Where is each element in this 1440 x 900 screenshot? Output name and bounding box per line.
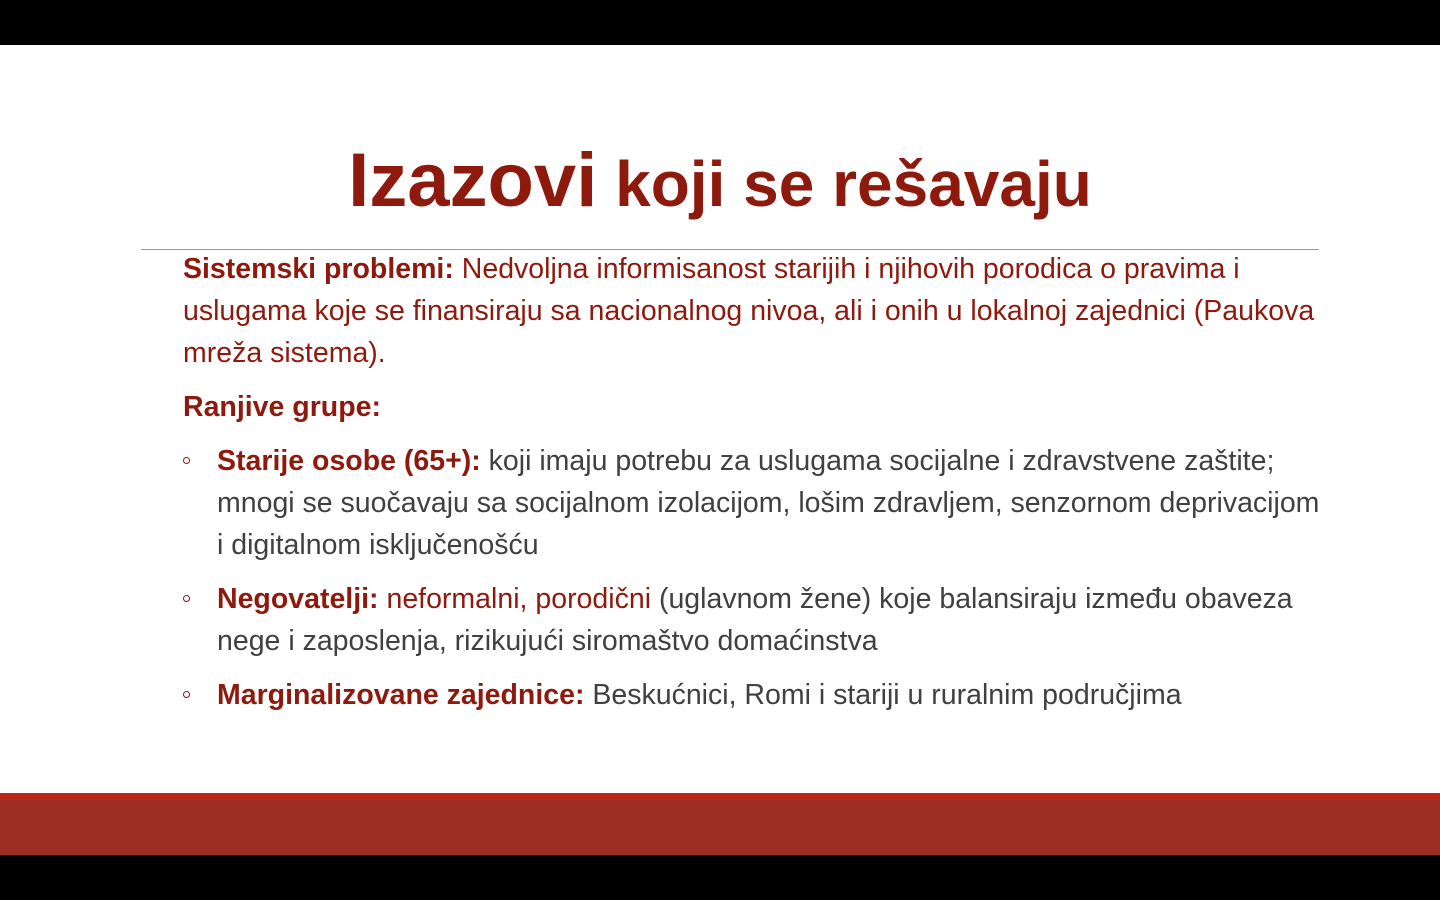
list-item-caregivers — [183, 578, 1323, 662]
systemic-problems-paragraph — [183, 248, 1323, 374]
systemic-problems-label: Sistemski problemi: — [183, 253, 454, 285]
list-item-older-persons — [183, 440, 1323, 566]
bullet-label: Marginalizovane zajednice: — [217, 679, 585, 711]
bullet-label: Negovatelji: — [217, 583, 379, 615]
bullet-text: (uglavnom žene) koje balansiraju između obaveza nege i zaposlenja, rizikujući siromaštvo domaćinstva — [217, 583, 1293, 657]
footer-band-highlight — [0, 793, 1440, 800]
bullet-circle-icon — [183, 595, 190, 602]
bullet-text: Beskućnici, Romi i stariji u ruralnim područjima — [584, 679, 1182, 711]
slide-body — [183, 248, 1323, 716]
bullet-label: Starije osobe (65+): — [217, 445, 481, 477]
list-item-marginalized-communities — [183, 674, 1323, 716]
bullet-accent-text: neformalni, porodični — [378, 583, 652, 615]
bullet-text: koji imaju potrebu za uslugama socijalne i zdravstvene zaštite; mnogi se suočavaju sa socijalnom izolacijom, lošim zdravljem, senzornom deprivacijom i digitalnom isključenošću — [217, 445, 1320, 561]
slide-title-part2: koji se rešavaju — [597, 148, 1092, 220]
vulnerable-groups-list — [183, 440, 1323, 716]
slide-title-part1: Izazovi — [348, 138, 598, 223]
vulnerable-groups-label: Ranjive grupe: — [183, 391, 381, 423]
vulnerable-groups-heading — [183, 386, 1323, 428]
slide-title — [0, 138, 1440, 223]
bullet-circle-icon — [183, 457, 190, 464]
systemic-problems-text: Nedvoljna informisanost starijih i njihovih porodica o pravima i uslugama koje se finansiraju sa nacionalnog nivoa, ali i onih u lokalnoj zajednici (Paukova mreža sistema). — [183, 253, 1315, 369]
presentation-slide — [0, 45, 1440, 855]
footer-band — [0, 793, 1440, 855]
bullet-circle-icon — [183, 691, 190, 698]
